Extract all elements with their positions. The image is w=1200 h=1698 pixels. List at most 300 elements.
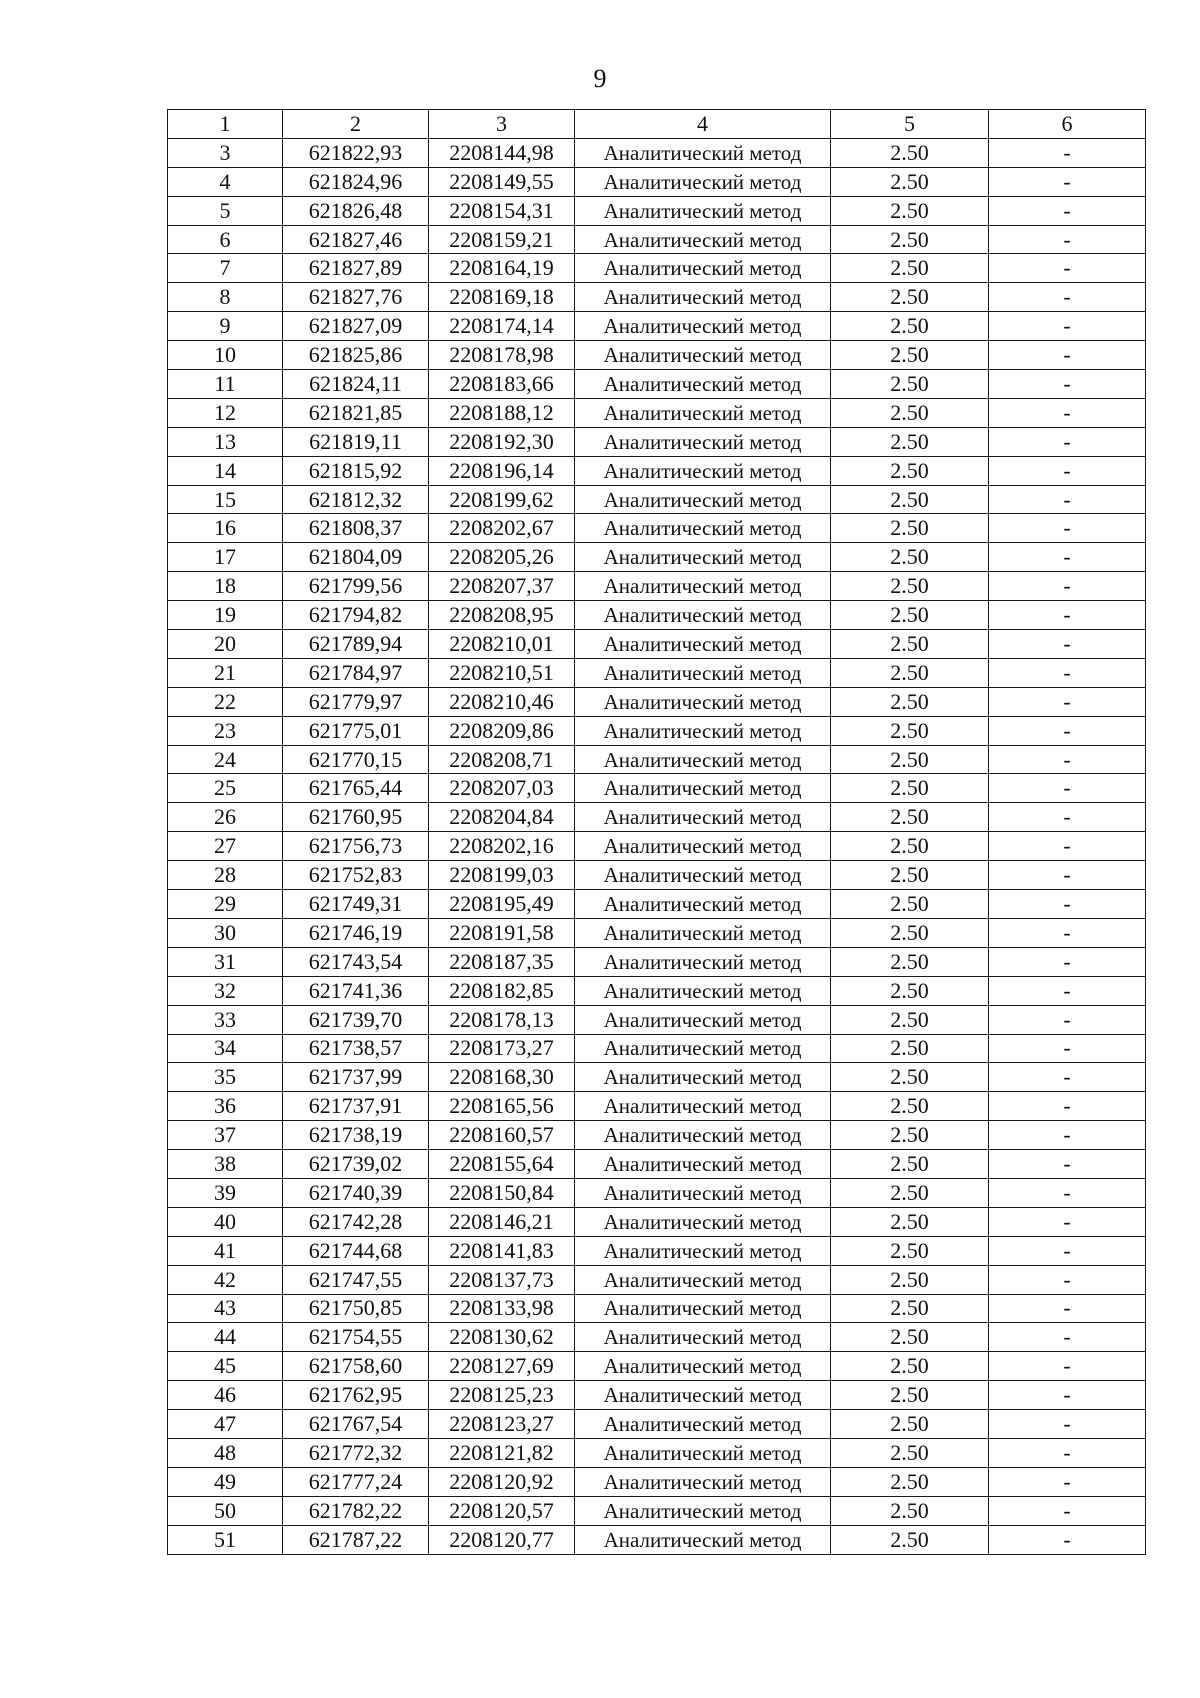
point-number-cell: 46 [168, 1381, 283, 1410]
description-cell: - [989, 630, 1146, 659]
accuracy-cell: 2.50 [831, 745, 989, 774]
point-number-cell: 24 [168, 745, 283, 774]
x-coordinate-cell: 621799,56 [283, 572, 429, 601]
point-number-cell: 7 [168, 254, 283, 283]
description-cell: - [989, 196, 1146, 225]
y-coordinate-cell: 2208208,71 [429, 745, 575, 774]
y-coordinate-cell: 2208174,14 [429, 312, 575, 341]
method-cell: Аналитический метод [575, 1438, 831, 1467]
method-cell: Аналитический метод [575, 1063, 831, 1092]
x-coordinate-cell: 621770,15 [283, 745, 429, 774]
y-coordinate-cell: 2208210,46 [429, 687, 575, 716]
accuracy-cell: 2.50 [831, 1294, 989, 1323]
description-cell: - [989, 1525, 1146, 1554]
accuracy-cell: 2.50 [831, 370, 989, 399]
accuracy-cell: 2.50 [831, 514, 989, 543]
accuracy-cell: 2.50 [831, 716, 989, 745]
accuracy-cell: 2.50 [831, 601, 989, 630]
table-row [168, 1323, 1146, 1352]
y-coordinate-cell: 2208195,49 [429, 890, 575, 919]
point-number-cell: 14 [168, 456, 283, 485]
method-cell: Аналитический метод [575, 601, 831, 630]
accuracy-cell: 2.50 [831, 312, 989, 341]
method-cell: Аналитический метод [575, 774, 831, 803]
x-coordinate-cell: 621815,92 [283, 456, 429, 485]
table-row [168, 716, 1146, 745]
method-cell: Аналитический метод [575, 1294, 831, 1323]
point-number-cell: 11 [168, 370, 283, 399]
x-coordinate-cell: 621822,93 [283, 138, 429, 167]
x-coordinate-cell: 621779,97 [283, 687, 429, 716]
point-number-cell: 40 [168, 1207, 283, 1236]
y-coordinate-cell: 2208178,98 [429, 341, 575, 370]
column-header: 3 [429, 110, 575, 139]
table-body [168, 138, 1146, 1554]
x-coordinate-cell: 621752,83 [283, 861, 429, 890]
point-number-cell: 49 [168, 1467, 283, 1496]
y-coordinate-cell: 2208154,31 [429, 196, 575, 225]
accuracy-cell: 2.50 [831, 976, 989, 1005]
y-coordinate-cell: 2208210,01 [429, 630, 575, 659]
point-number-cell: 20 [168, 630, 283, 659]
description-cell: - [989, 485, 1146, 514]
description-cell: - [989, 514, 1146, 543]
accuracy-cell: 2.50 [831, 1410, 989, 1439]
y-coordinate-cell: 2208205,26 [429, 543, 575, 572]
method-cell: Аналитический метод [575, 716, 831, 745]
table-row [168, 1467, 1146, 1496]
accuracy-cell: 2.50 [831, 918, 989, 947]
description-cell: - [989, 167, 1146, 196]
x-coordinate-cell: 621750,85 [283, 1294, 429, 1323]
method-cell: Аналитический метод [575, 1323, 831, 1352]
table-row [168, 514, 1146, 543]
table-row [168, 1410, 1146, 1439]
point-number-cell: 21 [168, 658, 283, 687]
description-cell: - [989, 543, 1146, 572]
description-cell: - [989, 716, 1146, 745]
column-header: 4 [575, 110, 831, 139]
description-cell: - [989, 427, 1146, 456]
description-cell: - [989, 1034, 1146, 1063]
x-coordinate-cell: 621760,95 [283, 803, 429, 832]
y-coordinate-cell: 2208208,95 [429, 601, 575, 630]
table-row [168, 543, 1146, 572]
y-coordinate-cell: 2208188,12 [429, 398, 575, 427]
table-row [168, 1525, 1146, 1554]
y-coordinate-cell: 2208155,64 [429, 1150, 575, 1179]
point-number-cell: 13 [168, 427, 283, 456]
method-cell: Аналитический метод [575, 312, 831, 341]
y-coordinate-cell: 2208150,84 [429, 1178, 575, 1207]
point-number-cell: 28 [168, 861, 283, 890]
table-row [168, 283, 1146, 312]
y-coordinate-cell: 2208209,86 [429, 716, 575, 745]
method-cell: Аналитический метод [575, 1150, 831, 1179]
table-row [168, 456, 1146, 485]
y-coordinate-cell: 2208173,27 [429, 1034, 575, 1063]
point-number-cell: 36 [168, 1092, 283, 1121]
y-coordinate-cell: 2208159,21 [429, 225, 575, 254]
y-coordinate-cell: 2208178,13 [429, 1005, 575, 1034]
accuracy-cell: 2.50 [831, 427, 989, 456]
description-cell: - [989, 918, 1146, 947]
method-cell: Аналитический метод [575, 861, 831, 890]
method-cell: Аналитический метод [575, 370, 831, 399]
description-cell: - [989, 572, 1146, 601]
description-cell: - [989, 225, 1146, 254]
method-cell: Аналитический метод [575, 138, 831, 167]
table-row [168, 658, 1146, 687]
coordinates-table [167, 109, 1146, 1555]
description-cell: - [989, 947, 1146, 976]
x-coordinate-cell: 621749,31 [283, 890, 429, 919]
method-cell: Аналитический метод [575, 427, 831, 456]
x-coordinate-cell: 621826,48 [283, 196, 429, 225]
y-coordinate-cell: 2208127,69 [429, 1352, 575, 1381]
accuracy-cell: 2.50 [831, 832, 989, 861]
point-number-cell: 16 [168, 514, 283, 543]
x-coordinate-cell: 621747,55 [283, 1265, 429, 1294]
point-number-cell: 48 [168, 1438, 283, 1467]
description-cell: - [989, 254, 1146, 283]
table-row [168, 803, 1146, 832]
accuracy-cell: 2.50 [831, 687, 989, 716]
point-number-cell: 44 [168, 1323, 283, 1352]
point-number-cell: 12 [168, 398, 283, 427]
method-cell: Аналитический метод [575, 687, 831, 716]
method-cell: Аналитический метод [575, 225, 831, 254]
description-cell: - [989, 312, 1146, 341]
y-coordinate-cell: 2208196,14 [429, 456, 575, 485]
method-cell: Аналитический метод [575, 1496, 831, 1525]
y-coordinate-cell: 2208121,82 [429, 1438, 575, 1467]
accuracy-cell: 2.50 [831, 138, 989, 167]
method-cell: Аналитический метод [575, 918, 831, 947]
column-header: 2 [283, 110, 429, 139]
y-coordinate-cell: 2208199,03 [429, 861, 575, 890]
y-coordinate-cell: 2208165,56 [429, 1092, 575, 1121]
description-cell: - [989, 774, 1146, 803]
y-coordinate-cell: 2208192,30 [429, 427, 575, 456]
accuracy-cell: 2.50 [831, 947, 989, 976]
accuracy-cell: 2.50 [831, 1496, 989, 1525]
table-row [168, 1063, 1146, 1092]
accuracy-cell: 2.50 [831, 1525, 989, 1554]
point-number-cell: 43 [168, 1294, 283, 1323]
accuracy-cell: 2.50 [831, 485, 989, 514]
accuracy-cell: 2.50 [831, 543, 989, 572]
accuracy-cell: 2.50 [831, 1034, 989, 1063]
point-number-cell: 41 [168, 1236, 283, 1265]
y-coordinate-cell: 2208125,23 [429, 1381, 575, 1410]
point-number-cell: 51 [168, 1525, 283, 1554]
description-cell: - [989, 1381, 1146, 1410]
description-cell: - [989, 283, 1146, 312]
table-row [168, 1438, 1146, 1467]
accuracy-cell: 2.50 [831, 803, 989, 832]
x-coordinate-cell: 621739,70 [283, 1005, 429, 1034]
y-coordinate-cell: 2208207,37 [429, 572, 575, 601]
y-coordinate-cell: 2208120,92 [429, 1467, 575, 1496]
accuracy-cell: 2.50 [831, 1467, 989, 1496]
x-coordinate-cell: 621827,76 [283, 283, 429, 312]
x-coordinate-cell: 621812,32 [283, 485, 429, 514]
table-row [168, 485, 1146, 514]
accuracy-cell: 2.50 [831, 196, 989, 225]
x-coordinate-cell: 621827,46 [283, 225, 429, 254]
x-coordinate-cell: 621767,54 [283, 1410, 429, 1439]
accuracy-cell: 2.50 [831, 398, 989, 427]
y-coordinate-cell: 2208199,62 [429, 485, 575, 514]
x-coordinate-cell: 621789,94 [283, 630, 429, 659]
x-coordinate-cell: 621784,97 [283, 658, 429, 687]
description-cell: - [989, 832, 1146, 861]
accuracy-cell: 2.50 [831, 167, 989, 196]
y-coordinate-cell: 2208123,27 [429, 1410, 575, 1439]
y-coordinate-cell: 2208146,21 [429, 1207, 575, 1236]
accuracy-cell: 2.50 [831, 456, 989, 485]
x-coordinate-cell: 621824,11 [283, 370, 429, 399]
description-cell: - [989, 745, 1146, 774]
accuracy-cell: 2.50 [831, 1178, 989, 1207]
y-coordinate-cell: 2208120,77 [429, 1525, 575, 1554]
table-row [168, 225, 1146, 254]
accuracy-cell: 2.50 [831, 254, 989, 283]
description-cell: - [989, 1496, 1146, 1525]
method-cell: Аналитический метод [575, 976, 831, 1005]
method-cell: Аналитический метод [575, 1236, 831, 1265]
y-coordinate-cell: 2208141,83 [429, 1236, 575, 1265]
description-cell: - [989, 341, 1146, 370]
x-coordinate-cell: 621827,89 [283, 254, 429, 283]
accuracy-cell: 2.50 [831, 774, 989, 803]
y-coordinate-cell: 2208144,98 [429, 138, 575, 167]
table-row [168, 1496, 1146, 1525]
method-cell: Аналитический метод [575, 803, 831, 832]
table-row [168, 1150, 1146, 1179]
accuracy-cell: 2.50 [831, 1207, 989, 1236]
point-number-cell: 47 [168, 1410, 283, 1439]
method-cell: Аналитический метод [575, 947, 831, 976]
method-cell: Аналитический метод [575, 1178, 831, 1207]
method-cell: Аналитический метод [575, 658, 831, 687]
table-row [168, 1005, 1146, 1034]
x-coordinate-cell: 621738,19 [283, 1121, 429, 1150]
table-row [168, 1178, 1146, 1207]
table-row [168, 1381, 1146, 1410]
table-row [168, 745, 1146, 774]
x-coordinate-cell: 621746,19 [283, 918, 429, 947]
method-cell: Аналитический метод [575, 196, 831, 225]
description-cell: - [989, 1092, 1146, 1121]
x-coordinate-cell: 621808,37 [283, 514, 429, 543]
accuracy-cell: 2.50 [831, 225, 989, 254]
point-number-cell: 4 [168, 167, 283, 196]
method-cell: Аналитический метод [575, 341, 831, 370]
description-cell: - [989, 138, 1146, 167]
description-cell: - [989, 1265, 1146, 1294]
accuracy-cell: 2.50 [831, 890, 989, 919]
method-cell: Аналитический метод [575, 1410, 831, 1439]
table-row [168, 890, 1146, 919]
description-cell: - [989, 803, 1146, 832]
accuracy-cell: 2.50 [831, 1323, 989, 1352]
method-cell: Аналитический метод [575, 832, 831, 861]
y-coordinate-cell: 2208187,35 [429, 947, 575, 976]
description-cell: - [989, 370, 1146, 399]
description-cell: - [989, 658, 1146, 687]
method-cell: Аналитический метод [575, 1005, 831, 1034]
table-header [168, 110, 1146, 139]
method-cell: Аналитический метод [575, 630, 831, 659]
y-coordinate-cell: 2208202,67 [429, 514, 575, 543]
table-row [168, 1034, 1146, 1063]
table-row [168, 774, 1146, 803]
method-cell: Аналитический метод [575, 745, 831, 774]
point-number-cell: 37 [168, 1121, 283, 1150]
table-row [168, 427, 1146, 456]
description-cell: - [989, 456, 1146, 485]
point-number-cell: 32 [168, 976, 283, 1005]
point-number-cell: 33 [168, 1005, 283, 1034]
x-coordinate-cell: 621741,36 [283, 976, 429, 1005]
point-number-cell: 23 [168, 716, 283, 745]
table-row [168, 196, 1146, 225]
method-cell: Аналитический метод [575, 1034, 831, 1063]
point-number-cell: 29 [168, 890, 283, 919]
accuracy-cell: 2.50 [831, 1063, 989, 1092]
x-coordinate-cell: 621742,28 [283, 1207, 429, 1236]
accuracy-cell: 2.50 [831, 341, 989, 370]
x-coordinate-cell: 621794,82 [283, 601, 429, 630]
description-cell: - [989, 398, 1146, 427]
y-coordinate-cell: 2208120,57 [429, 1496, 575, 1525]
x-coordinate-cell: 621737,91 [283, 1092, 429, 1121]
method-cell: Аналитический метод [575, 890, 831, 919]
y-coordinate-cell: 2208168,30 [429, 1063, 575, 1092]
table-row [168, 687, 1146, 716]
method-cell: Аналитический метод [575, 543, 831, 572]
table-row [168, 1352, 1146, 1381]
point-number-cell: 22 [168, 687, 283, 716]
point-number-cell: 35 [168, 1063, 283, 1092]
x-coordinate-cell: 621827,09 [283, 312, 429, 341]
description-cell: - [989, 1352, 1146, 1381]
method-cell: Аналитический метод [575, 254, 831, 283]
point-number-cell: 10 [168, 341, 283, 370]
point-number-cell: 30 [168, 918, 283, 947]
point-number-cell: 38 [168, 1150, 283, 1179]
x-coordinate-cell: 621777,24 [283, 1467, 429, 1496]
description-cell: - [989, 1323, 1146, 1352]
x-coordinate-cell: 621782,22 [283, 1496, 429, 1525]
point-number-cell: 15 [168, 485, 283, 514]
description-cell: - [989, 1294, 1146, 1323]
description-cell: - [989, 1410, 1146, 1439]
y-coordinate-cell: 2208191,58 [429, 918, 575, 947]
table-row [168, 167, 1146, 196]
point-number-cell: 5 [168, 196, 283, 225]
accuracy-cell: 2.50 [831, 1438, 989, 1467]
method-cell: Аналитический метод [575, 1207, 831, 1236]
accuracy-cell: 2.50 [831, 1265, 989, 1294]
y-coordinate-cell: 2208137,73 [429, 1265, 575, 1294]
method-cell: Аналитический метод [575, 1121, 831, 1150]
column-header: 6 [989, 110, 1146, 139]
point-number-cell: 17 [168, 543, 283, 572]
point-number-cell: 9 [168, 312, 283, 341]
x-coordinate-cell: 621756,73 [283, 832, 429, 861]
table-row [168, 572, 1146, 601]
method-cell: Аналитический метод [575, 485, 831, 514]
accuracy-cell: 2.50 [831, 1236, 989, 1265]
table-row [168, 1092, 1146, 1121]
description-cell: - [989, 1063, 1146, 1092]
table-row [168, 1121, 1146, 1150]
accuracy-cell: 2.50 [831, 1381, 989, 1410]
x-coordinate-cell: 621754,55 [283, 1323, 429, 1352]
y-coordinate-cell: 2208183,66 [429, 370, 575, 399]
x-coordinate-cell: 621821,85 [283, 398, 429, 427]
accuracy-cell: 2.50 [831, 283, 989, 312]
y-coordinate-cell: 2208133,98 [429, 1294, 575, 1323]
x-coordinate-cell: 621762,95 [283, 1381, 429, 1410]
description-cell: - [989, 1236, 1146, 1265]
description-cell: - [989, 1438, 1146, 1467]
method-cell: Аналитический метод [575, 572, 831, 601]
table-row [168, 918, 1146, 947]
x-coordinate-cell: 621804,09 [283, 543, 429, 572]
point-number-cell: 26 [168, 803, 283, 832]
point-number-cell: 6 [168, 225, 283, 254]
header-row [168, 110, 1146, 139]
x-coordinate-cell: 621819,11 [283, 427, 429, 456]
table-row [168, 976, 1146, 1005]
description-cell: - [989, 1121, 1146, 1150]
method-cell: Аналитический метод [575, 398, 831, 427]
description-cell: - [989, 1178, 1146, 1207]
column-header: 1 [168, 110, 283, 139]
table-row [168, 947, 1146, 976]
point-number-cell: 3 [168, 138, 283, 167]
accuracy-cell: 2.50 [831, 861, 989, 890]
y-coordinate-cell: 2208207,03 [429, 774, 575, 803]
point-number-cell: 42 [168, 1265, 283, 1294]
method-cell: Аналитический метод [575, 1467, 831, 1496]
y-coordinate-cell: 2208202,16 [429, 832, 575, 861]
y-coordinate-cell: 2208149,55 [429, 167, 575, 196]
table-row [168, 370, 1146, 399]
x-coordinate-cell: 621765,44 [283, 774, 429, 803]
x-coordinate-cell: 621744,68 [283, 1236, 429, 1265]
accuracy-cell: 2.50 [831, 1150, 989, 1179]
y-coordinate-cell: 2208164,19 [429, 254, 575, 283]
y-coordinate-cell: 2208130,62 [429, 1323, 575, 1352]
page-number: 9 [593, 64, 607, 93]
x-coordinate-cell: 621737,99 [283, 1063, 429, 1092]
method-cell: Аналитический метод [575, 1092, 831, 1121]
point-number-cell: 34 [168, 1034, 283, 1063]
y-coordinate-cell: 2208210,51 [429, 658, 575, 687]
column-header: 5 [831, 110, 989, 139]
table-row [168, 312, 1146, 341]
method-cell: Аналитический метод [575, 456, 831, 485]
table-row [168, 1265, 1146, 1294]
table-row [168, 1294, 1146, 1323]
x-coordinate-cell: 621743,54 [283, 947, 429, 976]
x-coordinate-cell: 621739,02 [283, 1150, 429, 1179]
